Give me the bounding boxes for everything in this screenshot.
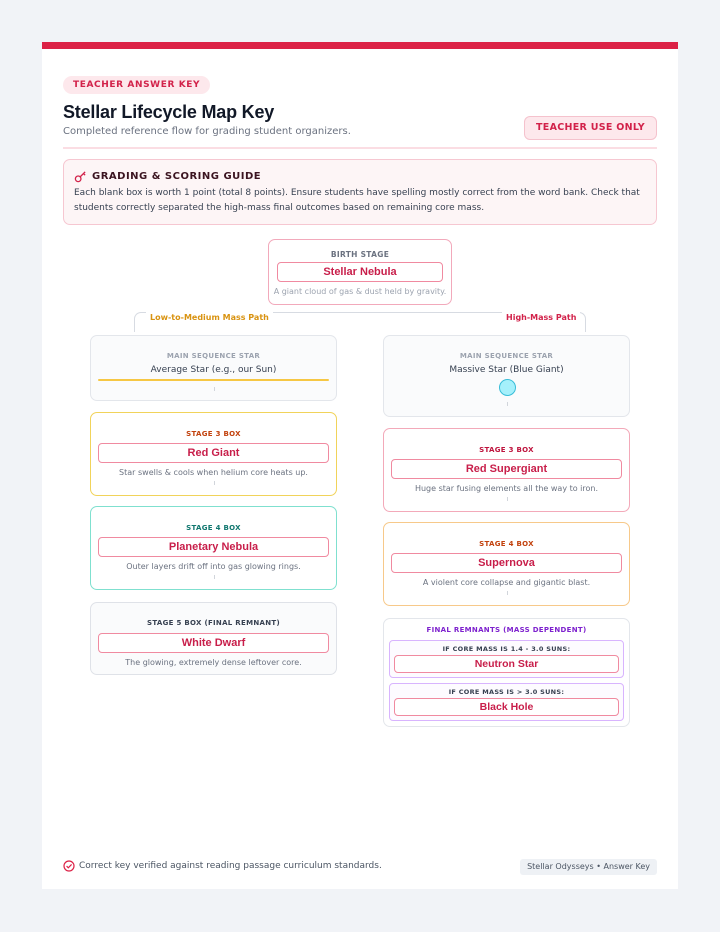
neutron-star-option-box: [389, 640, 624, 678]
footer-verification-text: Correct key verified against reading passage curriculum standards.: [79, 861, 382, 871]
high-main-sequence-label: MAIN SEQUENCE STAR: [459, 352, 554, 360]
low-stage3-description: Star swells & cools when helium core heats up.: [119, 468, 308, 477]
neutron-star-answer: Neutron Star: [394, 655, 619, 673]
low-stage3-answer: Red Giant: [98, 443, 329, 463]
high-stage3-label: STAGE 3 BOX: [479, 446, 534, 454]
low-stage5-description: The glowing, extremely dense leftover core.: [125, 658, 302, 667]
check-circle-icon: [63, 860, 75, 872]
low-stage4-box: [90, 506, 337, 590]
low-stage4-description: Outer layers drift off into gas glowing rings.: [126, 562, 301, 571]
high-stage4-label: STAGE 4 BOX: [479, 540, 534, 548]
blue-giant-star-icon: [499, 379, 516, 396]
page-subtitle: Completed reference flow for grading student organizers.: [63, 126, 351, 137]
average-star-indicator-bar: [98, 379, 329, 381]
birth-stage-answer: Stellar Nebula: [277, 262, 443, 282]
grading-guide-text: Each blank box is worth 1 point (total 8 points). Ensure students have spelling mostly correct from the word bank. Check that students correctly separated the high-mass final outcomes based on remaining core mass.: [74, 188, 640, 213]
teacher-use-only-badge: TEACHER USE ONLY: [524, 116, 657, 140]
footer-brand-tag: Stellar Odysseys • Answer Key: [520, 859, 657, 875]
black-hole-condition: IF CORE MASS IS > 3.0 SUNS:: [448, 688, 565, 696]
teacher-answer-key-badge: TEACHER ANSWER KEY: [63, 76, 210, 94]
low-stage4-answer: Planetary Nebula: [98, 537, 329, 557]
connector-tick: [214, 481, 215, 485]
low-stage3-label: STAGE 3 BOX: [186, 430, 241, 438]
neutron-star-condition: IF CORE MASS IS 1.4 - 3.0 SUNS:: [442, 645, 571, 653]
page-title: Stellar Lifecycle Map Key: [63, 102, 275, 122]
connector-tick: [507, 591, 508, 595]
header-divider: [63, 147, 657, 149]
low-stage3-box: [90, 412, 337, 496]
high-stage4-description: A violent core collapse and gigantic blast.: [422, 578, 591, 587]
black-hole-answer: Black Hole: [394, 698, 619, 716]
high-stage4-answer: Supernova: [391, 553, 622, 573]
connector-tick: [507, 497, 508, 501]
birth-stage-description: A giant cloud of gas & dust held by gravity.: [273, 287, 447, 296]
black-hole-option-box: [389, 683, 624, 721]
connector-tick: [507, 402, 508, 406]
connector-tick: [214, 387, 215, 391]
key-icon: [74, 170, 87, 183]
grading-guide-title: GRADING & SCORING GUIDE: [92, 171, 262, 182]
high-main-sequence-box: [383, 335, 630, 417]
answer-key-page: [42, 42, 678, 889]
low-stage5-box: [90, 602, 337, 675]
low-main-sequence-value: Average Star (e.g., our Sun): [150, 365, 277, 375]
high-stage3-description: Huge star fusing elements all the way to iron.: [414, 484, 599, 493]
birth-stage-box: [268, 239, 452, 305]
low-mass-path-label: Low-to-Medium Mass Path: [146, 311, 273, 325]
high-final-remnants-label: FINAL REMNANTS (MASS DEPENDENT): [426, 626, 587, 634]
high-final-remnants-box: [383, 618, 630, 727]
high-stage3-answer: Red Supergiant: [391, 459, 622, 479]
low-main-sequence-box: [90, 335, 337, 401]
high-mass-path-label: High-Mass Path: [502, 311, 580, 325]
low-stage5-label: STAGE 5 BOX (FINAL REMNANT): [147, 619, 280, 627]
birth-stage-label: BIRTH STAGE: [330, 250, 390, 259]
low-main-sequence-label: MAIN SEQUENCE STAR: [166, 352, 261, 360]
grading-guide-panel: [63, 159, 657, 225]
high-stage4-box: [383, 522, 630, 606]
low-stage4-label: STAGE 4 BOX: [186, 524, 241, 532]
low-stage5-answer: White Dwarf: [98, 633, 329, 653]
high-main-sequence-value: Massive Star (Blue Giant): [449, 365, 564, 375]
high-stage3-box: [383, 428, 630, 512]
connector-tick: [214, 575, 215, 579]
